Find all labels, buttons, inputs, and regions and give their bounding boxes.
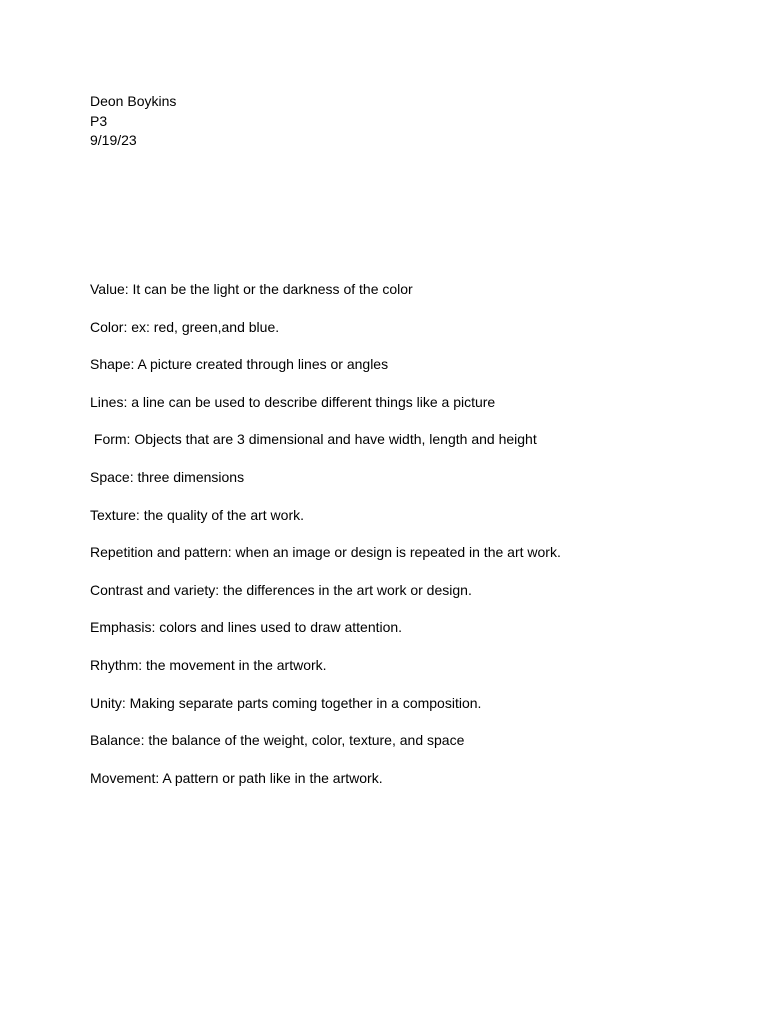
definition-unity: Unity: Making separate parts coming together in a composition. <box>90 694 482 711</box>
definition-texture: Texture: the quality of the art work. <box>90 506 304 523</box>
definition-space: Space: three dimensions <box>90 468 245 485</box>
definition-lines: Lines: a line can be used to describe different things like a picture <box>90 393 496 410</box>
class-period: P3 <box>90 112 108 129</box>
document-date: 9/19/23 <box>90 132 137 148</box>
definition-shape: Shape: A picture created through lines or angles <box>90 356 389 373</box>
definition-rhythm: Rhythm: the movement in the artwork. <box>90 656 327 673</box>
definition-balance: Balance: the balance of the weight, color, texture, and space <box>90 732 465 749</box>
definition-color: Color: ex: red, green,and blue. <box>90 318 280 335</box>
definition-movement: Movement: A pattern or path like in the artwork. <box>90 769 383 786</box>
student-name: Deon Boykins <box>90 93 177 109</box>
definition-emphasis: Emphasis: colors and lines used to draw attention. <box>90 619 403 636</box>
definition-repetition-pattern: Repetition and pattern: when an image or design is repeated in the art work. <box>90 544 561 561</box>
document-header <box>90 92 176 151</box>
definition-form: Form: Objects that are 3 dimensional and have width, length and height <box>90 431 537 448</box>
definitions-list <box>90 279 740 805</box>
definition-contrast-variety: Contrast and variety: the differences in the art work or design. <box>90 581 472 598</box>
definition-value: Value: It can be the light or the darkness of the color <box>90 281 413 297</box>
